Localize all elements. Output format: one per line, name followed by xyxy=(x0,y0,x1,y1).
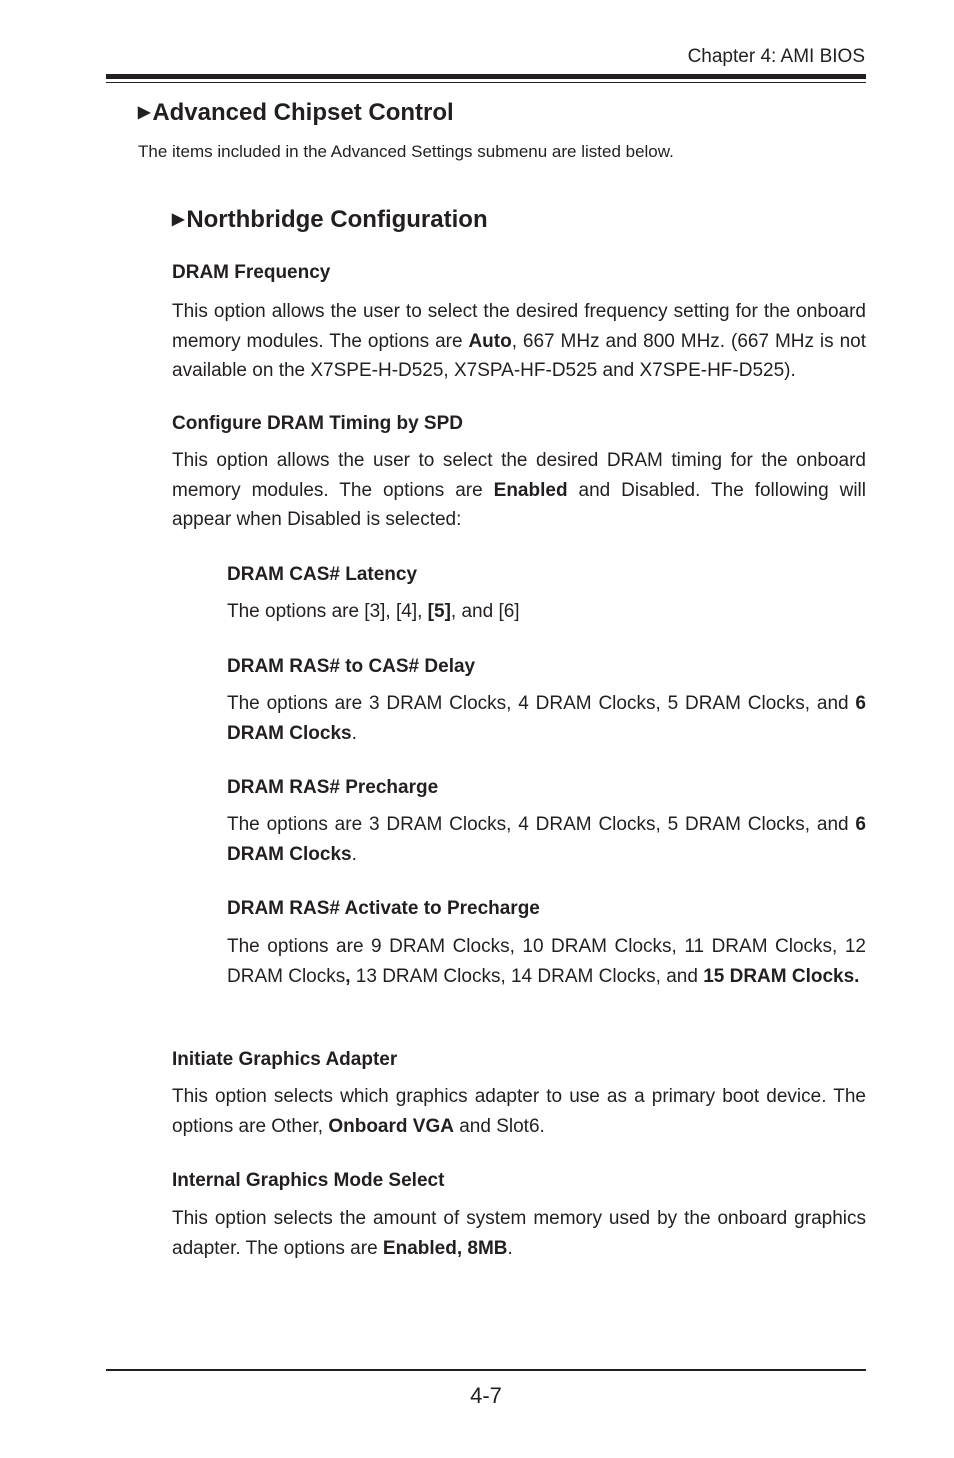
subsection-title-text: Northbridge Configuration xyxy=(186,206,488,233)
footer-rule xyxy=(106,1369,866,1371)
heading-cas-latency: DRAM CAS# Latency xyxy=(227,564,418,585)
section-intro: The items included in the Advanced Settings submenu are listed below. xyxy=(138,142,674,161)
description-spd-timing: This option allows the user to select the desired DRAM timing for the onboard memory modules. The options are Enabled and Disabled. The following will appear when Disabled is selected: xyxy=(172,450,866,530)
page-number: 4-7 xyxy=(470,1383,502,1408)
heading-graphics-adapter: Initiate Graphics Adapter xyxy=(172,1049,398,1070)
description-dram-frequency: This option allows the user to select the desired frequency setting for the onboard memory modules. The options are Auto, 667 MHz and 800 MHz. (667 MHz is not available on the X7SPE-H-D525, X7SPA-HF-D525 and X7SPE-HF-D525). xyxy=(172,301,866,381)
description-graphics-mode: This option selects the amount of system memory used by the onboard graphics adapter. The options are Enabled, 8MB. xyxy=(172,1208,866,1259)
header-rule xyxy=(106,74,866,79)
heading-ras-precharge: DRAM RAS# Precharge xyxy=(227,777,439,798)
heading-ras-activate: DRAM RAS# Activate to Precharge xyxy=(227,898,540,919)
section-title-text: Advanced Chipset Control xyxy=(152,99,454,126)
triangle-bullet-icon: ▶ xyxy=(138,104,151,121)
description-ras-activate: The options are 9 DRAM Clocks, 10 DRAM Clocks, 11 DRAM Clocks, 12 DRAM Clocks, 13 DRAM Clocks, 14 DRAM Clocks, and 15 DRAM Clocks. xyxy=(227,936,866,987)
section-title xyxy=(138,99,454,127)
description-ras-precharge: The options are 3 DRAM Clocks, 4 DRAM Clocks, 5 DRAM Clocks, and 6 DRAM Clocks. xyxy=(227,814,866,865)
subsection-title xyxy=(172,206,488,234)
description-ras-to-cas: The options are 3 DRAM Clocks, 4 DRAM Clocks, 5 DRAM Clocks, and 6 DRAM Clocks. xyxy=(227,693,866,744)
description-cas-latency: The options are [3], [4], [5], and [6] xyxy=(227,601,520,622)
running-header: Chapter 4: AMI BIOS xyxy=(687,46,865,67)
heading-spd-timing: Configure DRAM Timing by SPD xyxy=(172,413,463,434)
description-graphics-adapter: This option selects which graphics adapter to use as a primary boot device. The options are Other, Onboard VGA and Slot6. xyxy=(172,1086,866,1137)
heading-ras-to-cas: DRAM RAS# to CAS# Delay xyxy=(227,656,476,677)
triangle-bullet-icon: ▶ xyxy=(172,211,185,228)
heading-dram-frequency: DRAM Frequency xyxy=(172,262,331,283)
heading-graphics-mode: Internal Graphics Mode Select xyxy=(172,1170,445,1191)
header-rule-thin xyxy=(106,82,866,83)
